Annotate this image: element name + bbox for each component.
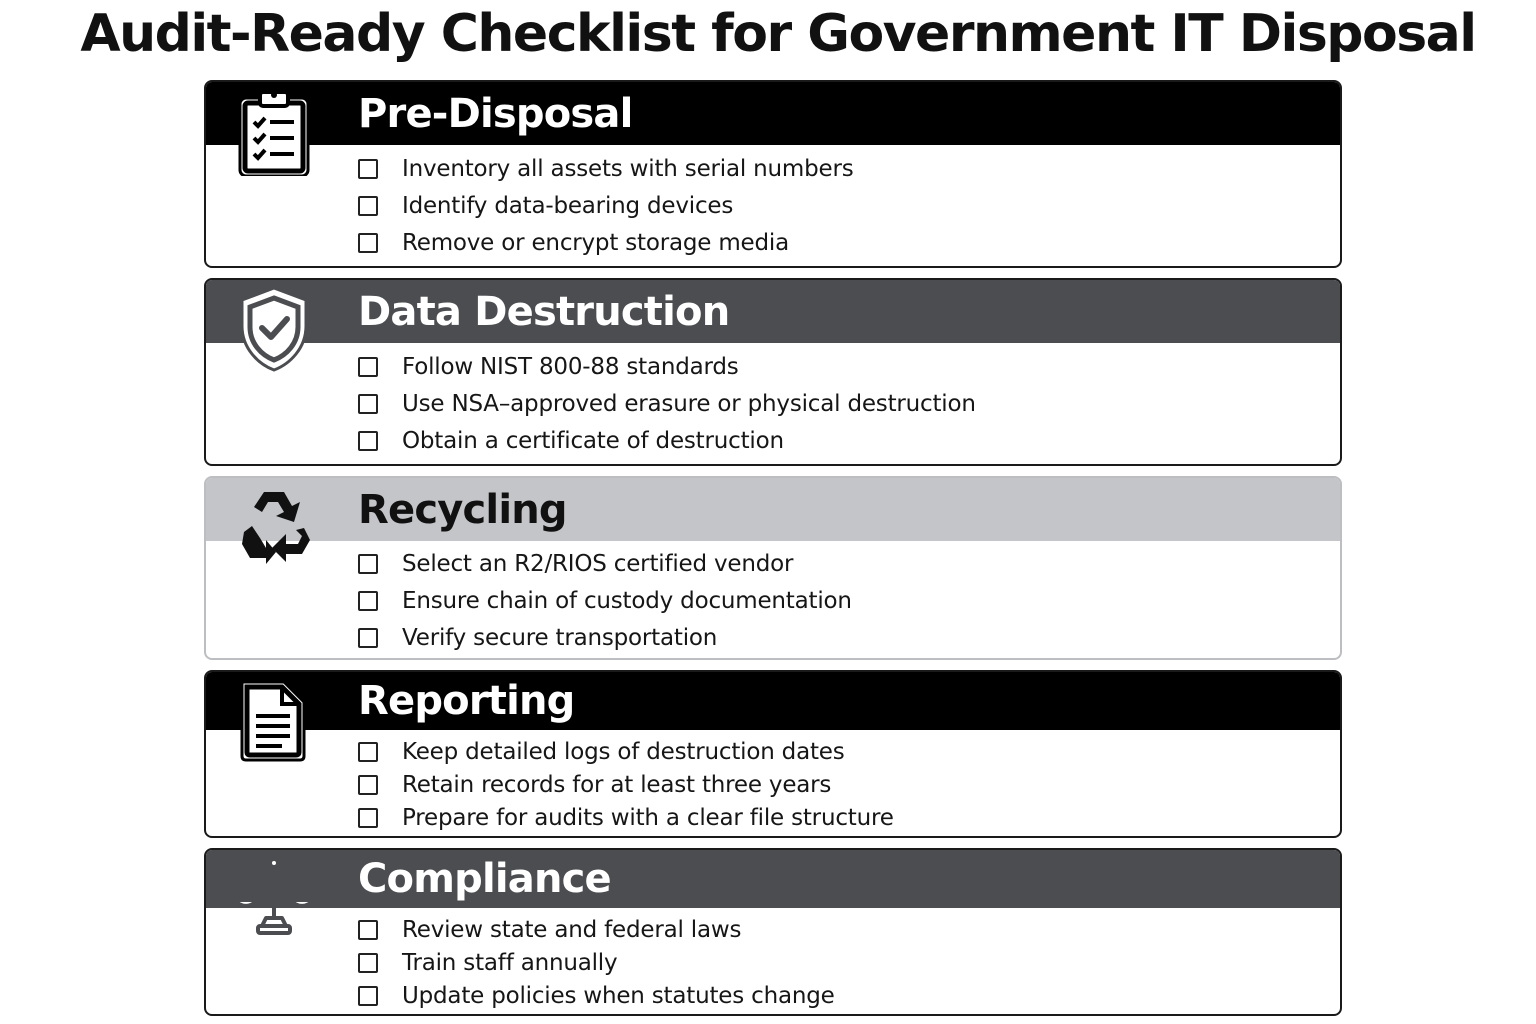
- shield-check-icon: [232, 284, 316, 374]
- checklist-item[interactable]: Retain records for at least three years: [358, 768, 894, 801]
- checklist-item[interactable]: Verify secure transportation: [358, 619, 852, 656]
- checkbox[interactable]: [358, 920, 378, 940]
- checkbox[interactable]: [358, 233, 378, 253]
- section-reporting: [204, 670, 1342, 838]
- recycle-icon: [232, 482, 316, 572]
- section-data-destruction: [204, 278, 1342, 466]
- document-icon: [232, 676, 316, 766]
- scales-icon: [232, 854, 316, 944]
- checkbox[interactable]: [358, 357, 378, 377]
- section-compliance: [204, 848, 1342, 1016]
- section-heading: Recycling: [358, 487, 567, 533]
- section-heading: Compliance: [358, 856, 611, 902]
- checklist-items: [358, 913, 835, 1012]
- checklist-item[interactable]: Obtain a certificate of destruction: [358, 422, 976, 459]
- checkbox[interactable]: [358, 775, 378, 795]
- checkbox[interactable]: [358, 808, 378, 828]
- checkbox[interactable]: [358, 628, 378, 648]
- checklist-items: [358, 545, 852, 656]
- checklist-item[interactable]: Select an R2/RIOS certified vendor: [358, 545, 852, 582]
- checkbox[interactable]: [358, 394, 378, 414]
- page-title: Audit-Ready Checklist for Government IT Disposal: [80, 4, 1476, 64]
- checkbox[interactable]: [358, 986, 378, 1006]
- checkbox[interactable]: [358, 196, 378, 216]
- checklist-item[interactable]: Use NSA–approved erasure or physical destruction: [358, 385, 976, 422]
- checklist-item[interactable]: Update policies when statutes change: [358, 979, 835, 1012]
- checklist-item[interactable]: Review state and federal laws: [358, 913, 835, 946]
- checkbox[interactable]: [358, 953, 378, 973]
- checklist-item[interactable]: Train staff annually: [358, 946, 835, 979]
- checklist-items: [358, 735, 894, 834]
- checkbox[interactable]: [358, 742, 378, 762]
- section-pre-disposal: [204, 80, 1342, 268]
- checkbox[interactable]: [358, 431, 378, 451]
- section-heading: Data Destruction: [358, 289, 730, 335]
- section-heading: Reporting: [358, 678, 575, 724]
- checklist-item[interactable]: Prepare for audits with a clear file structure: [358, 801, 894, 834]
- checklist-item[interactable]: Inventory all assets with serial numbers: [358, 150, 854, 187]
- checklist-items: [358, 150, 854, 261]
- checkbox[interactable]: [358, 554, 378, 574]
- checklist-items: [358, 348, 976, 459]
- checklist-item[interactable]: Keep detailed logs of destruction dates: [358, 735, 894, 768]
- checklist-item[interactable]: Ensure chain of custody documentation: [358, 582, 852, 619]
- checkbox[interactable]: [358, 591, 378, 611]
- checklist-item[interactable]: Identify data-bearing devices: [358, 187, 854, 224]
- checklist-item[interactable]: Remove or encrypt storage media: [358, 224, 854, 261]
- checklist-item[interactable]: Follow NIST 800-88 standards: [358, 348, 976, 385]
- clipboard-checklist-icon: [232, 86, 316, 176]
- section-heading: Pre-Disposal: [358, 91, 633, 137]
- checkbox[interactable]: [358, 159, 378, 179]
- section-recycling: [204, 476, 1342, 660]
